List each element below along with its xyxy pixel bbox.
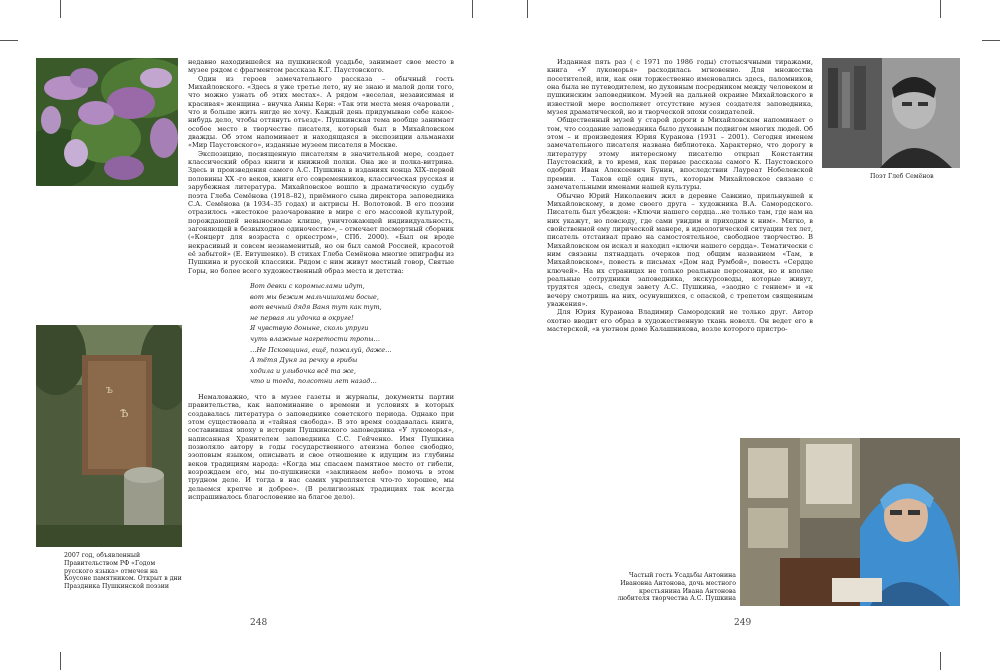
guest-photo — [740, 438, 960, 606]
poem — [250, 281, 454, 387]
page-number: 249 — [734, 618, 752, 628]
guest-caption: Частый гость Усадьбы Антонина Ивановна Антонова, дочь местного крестьянина Ивана Антонова любителя творчества А.С. Пушкина — [617, 572, 736, 603]
poem-line: Я чувствую доныне, сколь упруги — [250, 324, 369, 333]
poem-line: Вот девки с коромыслами идут, — [250, 281, 365, 290]
paragraph: Экспозицию, посвященную писателям в значительной мере, создает классический образ книги и книжной полки. Она же и полка-витрина. Здесь и произведения самого А.С. Пушкина в изданиях конца XIX–первой половины XX -го веков, книги его современников, классическая русская и зарубежная литература. Михайловское вошло в драматическую судьбу поэта Глеба Семёнова (1918–82), приёмного сына директора заповедника С.А. Семёнова (в 1934–35 годах) и актрисы Н. Волотовой. В его поэзии отразилось «жестокое разочарование в мире с его массовой культурой, порождающей невыносимые клише, уничтожающей индивидуальность, загоняющей в безвыходное одиночество», – отмечает посмертный сборник («Концерт для возраста с оркестром», СПб. 2000). «Был он вроде некрасивый и совсем незнаменитый, но он был самой Россией, красотой её забытой» (Е. Евтушенко). В стихах Глеба Семёнова многие эпиграфы из Пушкина и русской классики. Рядом с ним живут местный говор, Святые Горы, но более всего художественный образ места и детства: — [188, 149, 454, 275]
paragraph: Изданная пять раз ( с 1971 по 1986 годы) стотысячными тиражами, книга «У лукоморья» расходилась мгновенно. Для множества посетителей, или, как они торжественно именовались здесь, паломников, она была не путеводителем, но духовным посредником между человеком и пушкинским заповедником. Музей на дальней окраине Михайловского в известной мере восполняет отсутствие музея создателя заповедника, музея драматической, но и творческой эпохи созидателей. — [547, 58, 813, 117]
portrait-caption: Поэт Глеб Семёнов — [870, 173, 934, 180]
monument-photo — [36, 325, 182, 547]
poem-line: не первая ли удочка в округе! — [250, 313, 354, 322]
poem-line: А тётя Дуня за речку в грибы — [250, 356, 358, 365]
paragraph: Обычно Юрий Николаевич жил в деревне Савкино, прильнувшей к Михайловскому, в доме своего друга – художника В.А. Самородского. Писатель был убежден: «Ключи нашего сердца...не только там, где нам на них укажут, но повсюду, где сами увидим и приходим к ним». Мягко, в свойственной ему лирической манере, в идеологической ситуации тех лет, писатель отстаивал право на самостоятельное, свободное творчество. В Михайловском он искал и находил «ключи нашего сердца». Тематически с ним связаны пятнадцать очерков под общим названием «Там, в Михайловском», повесть в письмах «Дом над Румбой», повесть «Сердце ключей». На их страницах не только реальные персонажи, но и вполне реальные сотрудники заповедника, экскурсоводы, которые живут, трудятся здесь, следуя завету А.С. Пушкина, «заодно с гением» и «к вечеру смотришь на них, осунувшихся, с опаской, с трепетом священным уважения». — [547, 191, 813, 308]
paragraph: Немаловажно, что в музее газеты и журналы, документы партии правительства, как напоминание о времени и условиях в которых создавалась литература о заповеднике советского периода. Однако при этом существовала и «тайная свобода». В это время создавалась книга, составившая эпоху в истории Пушкинского заповедника «У лукоморья», написанная Хранителем заповедника С.С. Гейченко. Имя Пушкина позволяло автору в годы государственного атеизма более свободно, эзоповым языком, описывать и свое отношение к идущим из глубины веков традициям народа: «Когда мы спасаем памятное место от гибели, возрождаем его, мы по-пушкински «заклинаем небо» помочь в этом трудном деле. И тогда в нас самих укрепляется что-то хорошее, мы делаемся крепче и добрее». (В религиозных традициях так всегда испрашивалось благословение на благое дело). — [188, 392, 454, 501]
left-text-column — [188, 58, 454, 501]
poem-line: чуть влажные нагретости тропы… — [250, 334, 381, 343]
poem-line: что и тогда, полсотни лет назад… — [250, 377, 377, 386]
poem-line: ходила и улыбочка всё та же, — [250, 366, 356, 375]
poem-line: …Не Псковщина, ещё, пожалуй, даже… — [250, 345, 392, 354]
svg-text:ъ: ъ — [106, 383, 113, 396]
paragraph: недавно находившейся на пушкинской усадьбе, занимает свое место в музее рядом с фрагментом рассказа К.Г. Паустовского. — [188, 58, 454, 75]
lilac-photo — [36, 58, 178, 186]
svg-text:Ѣ: Ѣ — [120, 407, 129, 420]
page-number: 248 — [250, 618, 268, 628]
paragraph: Для Юрия Куранова Владимир Самородский не только друг. Автор охотно вводит его образ в художественную ткань новелл. Он ведет его в мастерской, «в уютном доме Калашникова, возле которого пристро- — [547, 308, 813, 333]
poet-portrait-photo — [822, 58, 960, 168]
paragraph: Один из героев замечательного рассказа – обычный гость Михайловского. «Здесь я уже третье лето, ну не знаю и малой доли того, что можно узнать об этих местах». А рядом «веселая, независимая и красивая» женщина – внучка Анны Керн: «Так эти места меня очаровали , что и больше жить нигде не хочу. Каждый день придумываю себе какое-нибудь дело, чтобы оттянуть отъезд». Пушкинская тема вообще занимает особое место в творчестве писателя, который был в Михайловском дважды. Об этом напоминает и находящаяся в экспозиции альманахи «Мир Паустовского», изданные музеем писателя в Москве. — [188, 74, 454, 150]
poem-line: вот мы бежим мальчишками босые, — [250, 292, 379, 301]
right-text-column — [547, 58, 813, 333]
right-page — [500, 0, 1000, 670]
monument-caption: 2007 год, объявленный Правительством РФ «Годом русского языка» отмечен на Коусоне памятником. Открыт в дни Праздника Пушкинской поэзии — [64, 552, 182, 591]
poem-line: вот вечный дядя Ваня тут как тут, — [250, 303, 382, 312]
paragraph: Общественный музей у старой дороги в Михайловском напоминает о том, что создание заповедника было духовным подвигом многих людей. Об этом – и произведения Юрия Куранова (1931 – 2001). Сегодня именем замечательного писателя названа библиотека. Характерно, что дорогу в литературу этому интересному писателю открыл Константин Паустовский, в то время, как первые рассказы самого К. Паустовского одобрил Иван Алексеевич Бунин, впоследствии Лауреат Нобелевской премии. .. Таков ещё один путь, которым Михайловское связано с замечательными именами нашей культуры. — [547, 116, 813, 192]
